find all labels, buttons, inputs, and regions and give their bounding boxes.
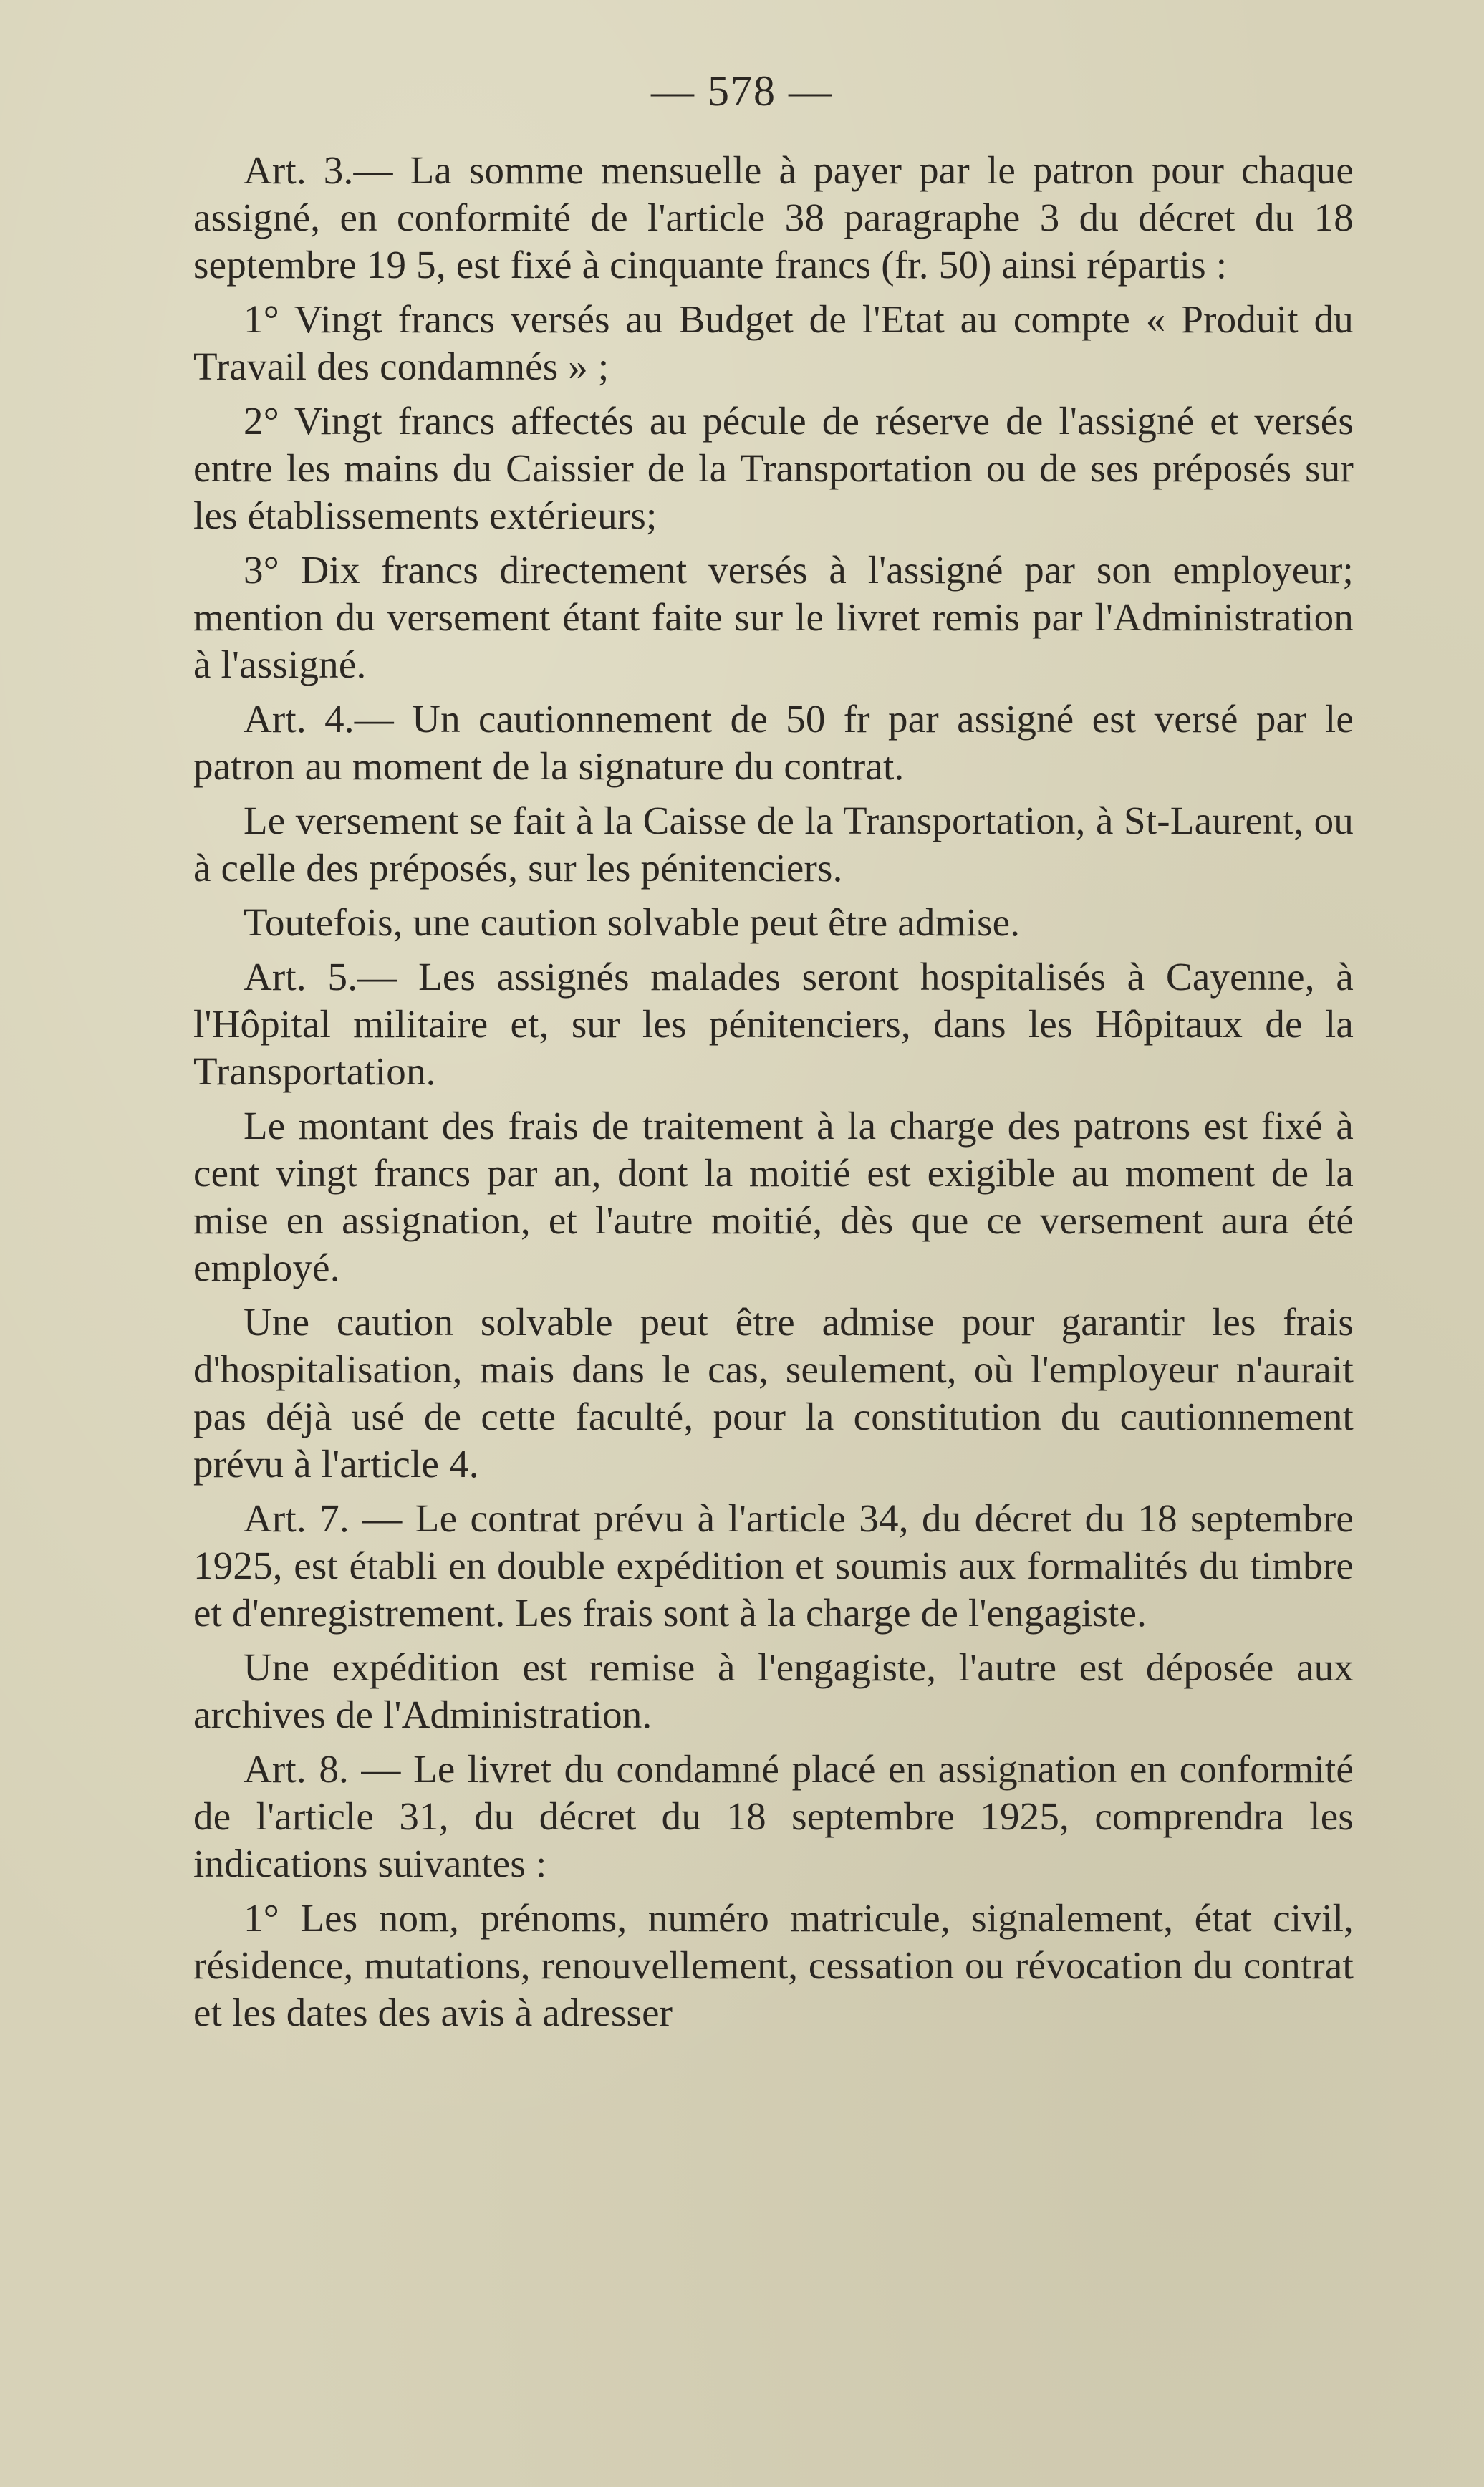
paragraph-art3: Art. 3.— La somme mensuelle à payer par le patron pour chaque assigné, en conformité de l'article 38 paragraphe 3 du décret du 18 septembre 19 5, est fixé à cinquante francs (fr. 50) ainsi répartis : xyxy=(193,148,1354,287)
paragraph-art8: Art. 8. — Le livret du condamné placé en assignation en conformité de l'article 31, du décret du 18 septembre 1925, comprendra les indications suivantes : xyxy=(193,1747,1354,1885)
body-text xyxy=(193,147,1354,2041)
paragraph-art3-item3: 3° Dix francs directement versés à l'assigné par son employeur; mention du versement étant faite sur le livret remis par l'Administration à l'assigné. xyxy=(193,548,1354,686)
paragraph-art7: Art. 7. — Le contrat prévu à l'article 34, du décret du 18 septembre 1925, est établi en double expédition et soumis aux formalités du timbre et d'enregistrement. Les frais sont à la charge de l'engagiste. xyxy=(193,1496,1354,1635)
paragraph-art3-item2: 2° Vingt francs affectés au pécule de réserve de l'assigné et versés entre les mains du Caissier de la Transportation ou de ses préposés sur les établissements extérieurs; xyxy=(193,399,1354,537)
page-number: — 578 — xyxy=(651,67,833,115)
paragraph-art4-versement: Le versement se fait à la Caisse de la Transportation, à St-Laurent, ou à celle des préposés, sur les pénitenciers. xyxy=(193,799,1354,890)
paragraph-art4-caution: Toutefois, une caution solvable peut être admise. xyxy=(244,900,1021,944)
paragraph-art7-expedition: Une expédition est remise à l'engagiste, l'autre est déposée aux archives de l'Administration. xyxy=(193,1645,1354,1736)
paragraph-art8-item1: 1° Les nom, prénoms, numéro matricule, signalement, état civil, résidence, mutations, renouvellement, cessation ou révocation du contrat et les dates des avis à adresser xyxy=(193,1896,1354,2034)
paragraph-art5: Art. 5.— Les assignés malades seront hospitalisés à Cayenne, à l'Hôpital militaire et, sur les pénitenciers, dans les Hôpitaux de la Transportation. xyxy=(193,955,1354,1093)
paragraph-art4: Art. 4.— Un cautionnement de 50 fr par assigné est versé par le patron au moment de la signature du contrat. xyxy=(193,697,1354,788)
paragraph-art3-item1: 1° Vingt francs versés au Budget de l'Etat au compte « Produit du Travail des condamnés » ; xyxy=(193,297,1354,388)
paragraph-art5-frais: Le montant des frais de traitement à la charge des patrons est fixé à cent vingt francs par an, dont la moitié est exigible au moment de la mise en assignation, et l'autre moitié, dès que ce versement aura été employé. xyxy=(193,1104,1354,1289)
paragraph-art5-caution: Une caution solvable peut être admise pour garantir les frais d'hospitalisation, mais dans le cas, seulement, où l'employeur n'aurait pas déjà usé de cette faculté, pour la constitution du cautionnement prévu à l'article 4. xyxy=(193,1300,1354,1486)
